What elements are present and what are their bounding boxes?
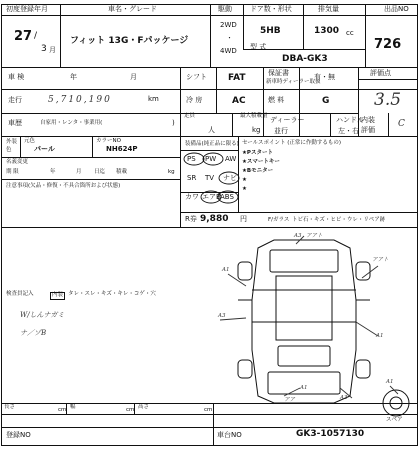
drive-4wd: 4WD	[220, 47, 237, 55]
equip-aw: AW	[225, 155, 237, 163]
deadline-day: 日迄	[94, 169, 106, 175]
equip-sr: SR	[187, 174, 197, 182]
damage-mark: A1	[376, 333, 384, 339]
inspector-interior-label: 内装	[52, 292, 64, 298]
history-label: 車歴	[8, 119, 22, 127]
model-value: DBA-GK3	[282, 54, 328, 64]
interior-label: 内装	[361, 116, 375, 124]
damage-mark: A1	[222, 267, 230, 273]
max-load-unit: kg	[252, 126, 261, 134]
spare-tire-label: スペア	[386, 417, 403, 423]
damage-mark: アアト	[306, 233, 323, 239]
color-no-label: カラーNO	[96, 138, 121, 144]
shift-label: シフト	[186, 73, 207, 81]
displacement-label: 排気量	[318, 5, 339, 13]
dealer-label: ディーラー	[270, 116, 305, 124]
capacity-label: 定員	[184, 113, 196, 119]
warranty-sub: 新車時ディーラー取扱	[266, 79, 321, 85]
reg-month-unit: 月	[49, 46, 56, 54]
mileage-unit: km	[148, 95, 159, 103]
height-unit: cm	[204, 407, 213, 413]
loaded-label: 積載	[116, 169, 128, 175]
sales-point: ★Bモニター	[242, 168, 274, 174]
deadline-label: 期 限	[6, 169, 19, 175]
width-label: 幅	[70, 404, 76, 410]
equipment-label: 装備品(純正品に限る)	[185, 141, 239, 147]
reg-month: 3	[41, 44, 47, 54]
inspector-note-2: ナ／ゾB	[20, 329, 47, 337]
inspector-interior-note: タレ・スレ・キズ・キレ・コゲ・穴	[68, 291, 156, 297]
inspector-label: 検査員記入	[6, 291, 34, 297]
lot-label: 出品NO	[384, 5, 409, 13]
equip-tv: TV	[205, 174, 215, 182]
notes-label: 注意事項(欠品・修復・不具合箇所および状態)	[6, 183, 121, 189]
chassis-no-label: 車台NO	[217, 431, 242, 439]
sales-points-label: セールスポイント (正常に作動するもの)	[242, 140, 342, 146]
warranty-yes-no: 有・無	[314, 73, 335, 81]
sales-point: ★スマートキー	[242, 159, 280, 165]
color-no-value: NH624P	[106, 145, 138, 153]
tax-amount: 9,880	[200, 214, 229, 224]
equip-navi: ナビ	[223, 174, 237, 182]
equip-abs: ABS	[220, 193, 234, 201]
exterior-label: 外装	[6, 139, 18, 145]
sales-point: ★	[242, 186, 247, 192]
aircon-label: 冷 房	[186, 96, 203, 104]
drive-2wd: 2WD	[220, 21, 237, 29]
drive-label: 駆動	[218, 5, 232, 13]
damage-mark: A1	[300, 385, 308, 391]
drive-sep: ・	[226, 34, 233, 42]
deadline-month: 月	[76, 169, 82, 175]
mileage-value: 5,710,190	[48, 95, 112, 105]
dealer-value: 並行	[274, 127, 288, 135]
first-reg-label: 初度登録年月	[6, 5, 48, 13]
deadline-year: 年	[50, 169, 56, 175]
original-color-label: 元色	[24, 138, 36, 144]
color-label: 色	[6, 147, 12, 153]
doors-label: ドア数・形状	[250, 5, 292, 13]
name-grade-label: 車名・グレード	[108, 5, 157, 13]
chassis-no-value: GK3-1057130	[296, 429, 365, 439]
damage-mark: A3	[340, 395, 348, 401]
vehicle-name: フィット 13G・Fパッケージ	[70, 36, 189, 46]
width-unit: cm	[126, 407, 135, 413]
sales-point: ★	[242, 177, 247, 183]
damage-mark: アアト	[372, 257, 389, 263]
model-label: 型 式	[250, 43, 267, 51]
shaken-year: 年	[70, 73, 77, 81]
interior-sub: 評価	[361, 126, 375, 134]
fuel-label: 燃 料	[268, 96, 285, 104]
shift-value: FAT	[228, 73, 246, 83]
max-load-label: 最大積載量	[240, 113, 268, 119]
doors-value: 5HB	[260, 26, 281, 36]
registration-no-label: 登録NO	[6, 431, 31, 439]
damage-mark: アア	[284, 397, 296, 403]
equip-pw: PW	[205, 155, 217, 163]
lot-number: 726	[374, 37, 402, 52]
mileage-label: 走行	[8, 96, 22, 104]
tax-unit: 円	[240, 215, 247, 223]
score-label: 評価点	[370, 69, 391, 77]
equip-airbag: エアB	[202, 193, 221, 201]
displacement-value: 1300	[314, 26, 340, 36]
equip-leather: カワ	[185, 193, 199, 201]
damage-mark: A3	[218, 313, 226, 319]
shaken-label: 車 検	[8, 73, 25, 81]
loaded-unit: kg	[168, 169, 175, 175]
handle-value: 左・右	[338, 127, 359, 135]
length-label: 長さ	[4, 404, 16, 410]
damage-mark: A1	[386, 379, 394, 385]
shaken-month: 月	[130, 73, 137, 81]
score-value: 3.5	[374, 90, 402, 110]
reg-year-sep: /	[34, 31, 38, 41]
history-close: )	[172, 119, 175, 127]
damage-mark: A3	[294, 233, 302, 239]
displacement-unit: cc	[346, 29, 354, 37]
fuel-value: G	[322, 96, 330, 106]
capacity-unit: 人	[208, 126, 215, 134]
interior-score: C	[398, 119, 405, 129]
reg-year: 27	[14, 29, 33, 44]
glass-label: F/ガラス	[268, 217, 290, 223]
tax-label: R券	[185, 215, 197, 223]
warranty-label: 保証書	[268, 69, 289, 77]
glass-note: トビ石・キズ・ヒビ・ウレ・リペア跡	[292, 217, 386, 223]
aircon-value: AC	[232, 96, 246, 106]
color-value: パール	[34, 145, 55, 153]
sales-point: ★Pスタート	[242, 150, 273, 156]
height-label: 高さ	[138, 404, 150, 410]
name-change-label: 名義変更	[6, 159, 29, 165]
length-unit: cm	[58, 407, 67, 413]
equip-ps: PS	[187, 155, 196, 163]
history-options: 自家用・レンタ・事業用(	[40, 120, 103, 126]
inspector-note-1: W/しんナガミ	[20, 311, 65, 319]
handle-label: ハンドル	[336, 116, 364, 124]
